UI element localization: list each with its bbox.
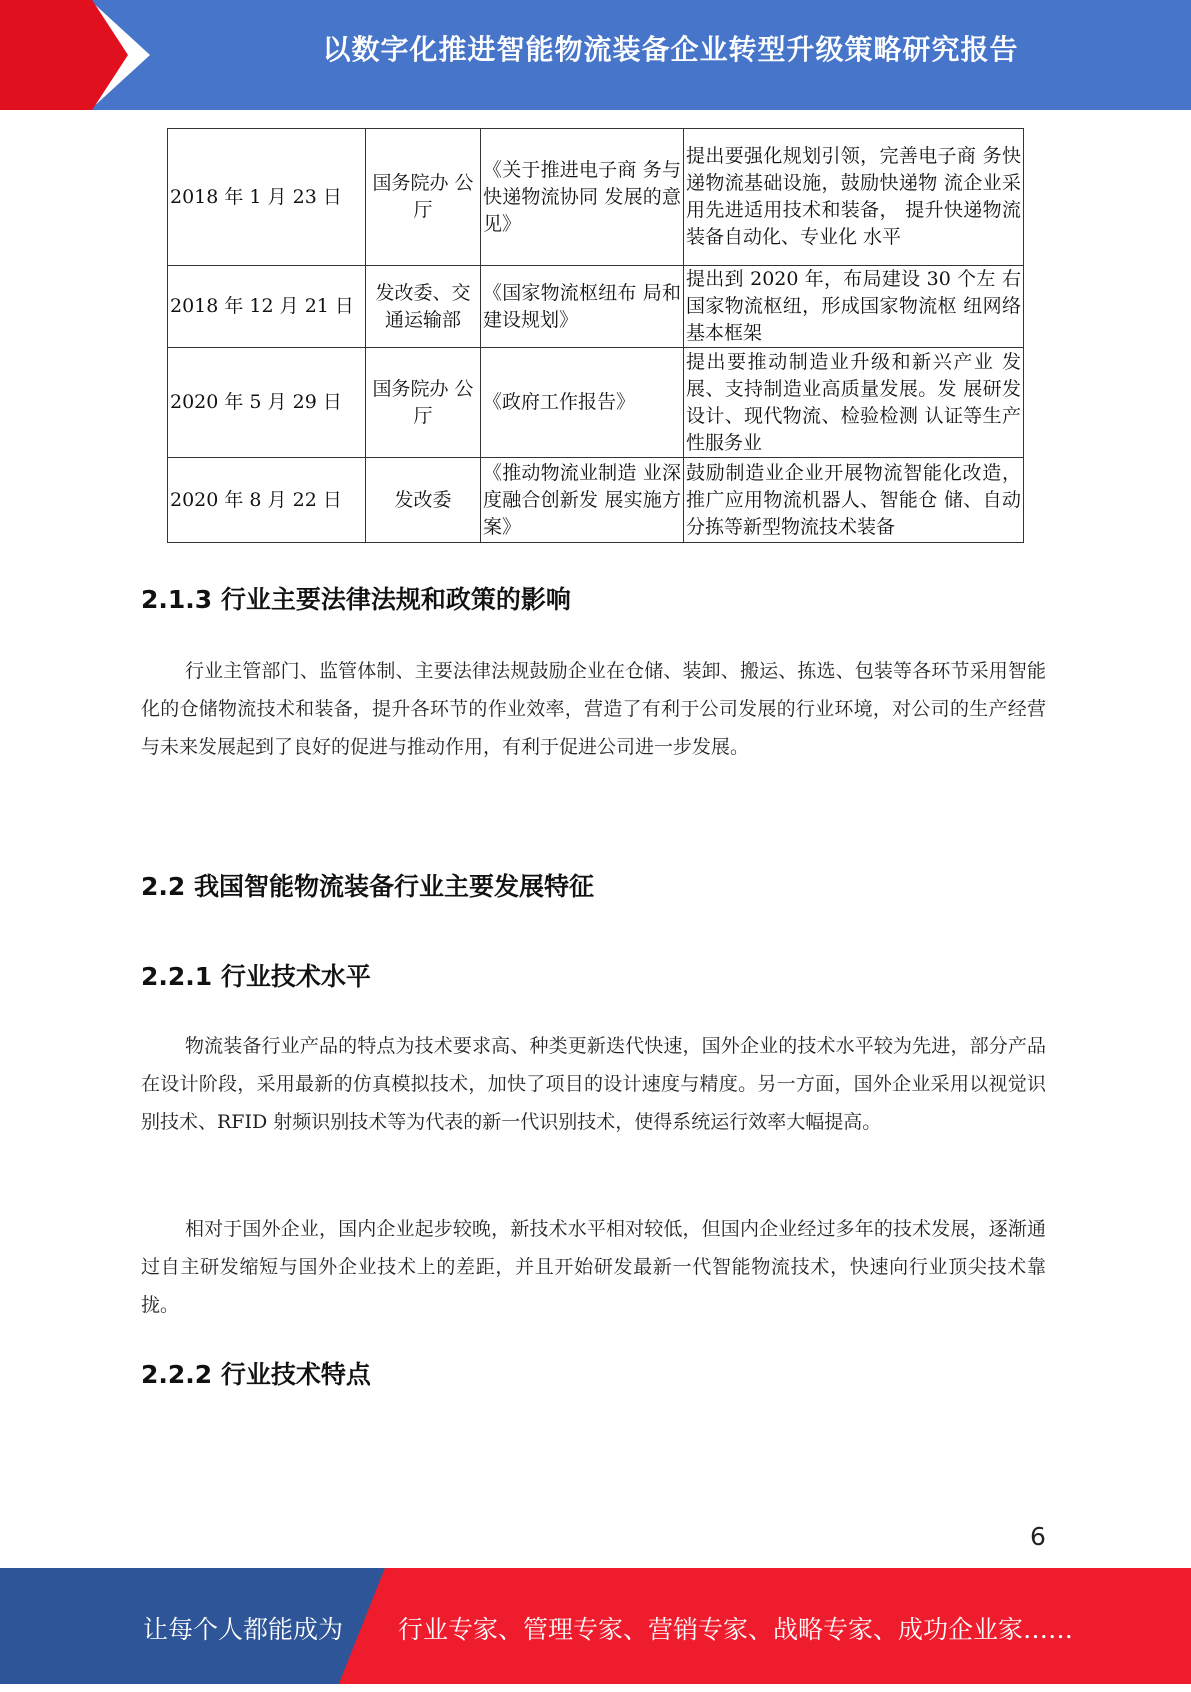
policy-issuer: 国务院办 公厅 (366, 129, 481, 266)
page-header (0, 0, 1191, 110)
footer-slogan-right: 行业专家、管理专家、营销专家、战略专家、成功企业家…… (398, 1615, 1074, 1644)
page-number: 6 (1030, 1522, 1046, 1551)
policy-document: 《国家物流枢纽布 局和建设规划》 (481, 266, 684, 348)
policy-document: 《推动物流业制造 业深度融合创新发 展实施方案》 (481, 458, 684, 543)
table-row (168, 129, 1024, 266)
policy-date: 2020 年 5 月 29 日 (168, 348, 366, 458)
table-row (168, 458, 1024, 543)
policy-document: 《关于推进电子商 务与快递物流协同 发展的意见》 (481, 129, 684, 266)
paragraph: 物流装备行业产品的特点为技术要求高、种类更新迭代快速，国外企业的技术水平较为先进，部分产品在设计阶段，采用最新的仿真模拟技术，加快了项目的设计速度与精度。另一方面，国外企业采用以视觉识别技术、RFID 射频识别技术等为代表的新一代识别技术，使得系统运行效率大幅提高。 (141, 1035, 1046, 1133)
table-row (168, 266, 1024, 348)
page-footer (0, 1568, 1191, 1684)
section-heading-2-2: 2.2 我国智能物流装备行业主要发展特征 (141, 872, 594, 901)
policy-description: 鼓励制造业企业开展物流智能化改造，推广应用物流机器人、智能仓 储、自动分拣等新型物流技术装备 (684, 458, 1024, 543)
policy-issuer: 发改委、交 通运输部 (366, 266, 481, 348)
table-row (168, 348, 1024, 458)
policy-issuer: 国务院办 公厅 (366, 348, 481, 458)
paragraph: 行业主管部门、监管体制、主要法律法规鼓励企业在仓储、装卸、搬运、拣选、包装等各环节采用智能化的仓储物流技术和装备，提升各环节的作业效率，营造了有利于公司发展的行业环境，对公司的生产经营与未来发展起到了良好的促进与推动作用，有利于促进公司进一步发展。 (141, 660, 1046, 758)
policy-date: 2018 年 1 月 23 日 (168, 129, 366, 266)
footer-slogan-left: 让每个人都能成为 (143, 1615, 344, 1644)
policy-issuer: 发改委 (366, 458, 481, 543)
policy-date: 2018 年 12 月 21 日 (168, 266, 366, 348)
section-heading-2-1-3: 2.1.3 行业主要法律法规和政策的影响 (141, 585, 571, 614)
policy-description: 提出要强化规划引领，完善电子商 务快递物流基础设施，鼓励快递物 流企业采用先进适用技术和装备， 提升快递物流装备自动化、专业化 水平 (684, 129, 1024, 266)
report-title: 以数字化推进智能物流装备企业转型升级策略研究报告 (322, 33, 1019, 66)
section-heading-2-2-1: 2.2.1 行业技术水平 (141, 962, 371, 991)
policy-date: 2020 年 8 月 22 日 (168, 458, 366, 543)
policy-document: 《政府工作报告》 (481, 348, 684, 458)
policy-table (167, 128, 1024, 543)
policy-description: 提出要推动制造业升级和新兴产业 发展、支持制造业高质量发展。发 展研发设计、现代物流、检验检测 认证等生产性服务业 (684, 348, 1024, 458)
section-heading-2-2-2: 2.2.2 行业技术特点 (141, 1360, 371, 1389)
policy-description: 提出到 2020 年，布局建设 30 个左 右国家物流枢纽，形成国家物流枢 纽网络基本框架 (684, 266, 1024, 348)
paragraph: 相对于国外企业，国内企业起步较晚，新技术水平相对较低，但国内企业经过多年的技术发展，逐渐通过自主研发缩短与国外企业技术上的差距，并且开始研发最新一代智能物流技术，快速向行业顶尖技术靠拢。 (141, 1218, 1046, 1316)
